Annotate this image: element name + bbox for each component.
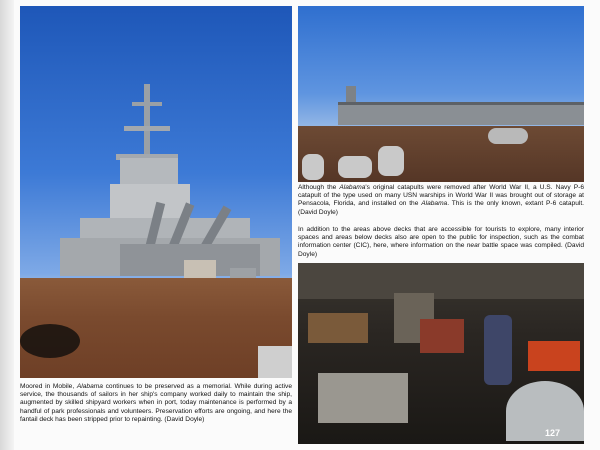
ship-name: Alabama xyxy=(339,184,366,191)
caption-text: . This is the only known, extant P-6 catapult. (David Doyle) xyxy=(298,200,584,216)
page-spine xyxy=(0,0,14,450)
hanging-jacket xyxy=(484,315,512,385)
ship-name: Alabama xyxy=(76,383,103,390)
caption-text: continues to be preserved as a memorial. While during active service, the thousands of sailors in her ship's company worked daily to maintain the ship, augmented by skilled shipyard workers when in port, today maintenance is performed by a handful of park professionals and volunteers. Preservation efforts are ongoing, and here the fantail deck has been stripped prior to repainting. (David Doyle) xyxy=(20,383,292,423)
catapult-photo xyxy=(298,6,584,182)
caption-text: Moored in Mobile, xyxy=(20,383,77,390)
caption-text: Although the xyxy=(298,184,340,191)
cic-caption xyxy=(298,226,584,259)
caption-text: battle space was compiled. (David Doyle) xyxy=(298,242,584,258)
plotting-table xyxy=(318,373,408,423)
cic-photo xyxy=(298,263,584,444)
p6-catapult xyxy=(338,102,584,125)
ceiling-panel xyxy=(298,263,584,299)
deck-fitting xyxy=(338,156,372,178)
status-board xyxy=(420,319,464,353)
caption-text: In addition to the areas above decks that are accessible for tourists to explore, many interior spaces and areas below decks also are open to the public for inspection, such as the combat information center (CIC), here, where information on the xyxy=(298,226,584,250)
deck-fitting xyxy=(488,128,528,144)
page-number: 127 xyxy=(545,428,561,438)
deck-shadow xyxy=(20,324,80,358)
memorial-caption xyxy=(20,383,292,424)
emphasis-text: near xyxy=(466,242,480,250)
deck-fitting xyxy=(378,146,404,176)
ship-name: Alabama xyxy=(421,200,448,208)
deck-fitting xyxy=(302,154,324,180)
caption-text: 's original catapults were removed after World War II, a U.S. Navy P-6 catapult of the type used on many USN warships in World War II was brought out of storage at Pensacola, Florida, and installed on the xyxy=(298,184,584,208)
red-equipment-box xyxy=(528,341,580,371)
catapult-caption xyxy=(298,184,584,217)
battleship-photo xyxy=(20,6,292,378)
plotting-board xyxy=(308,313,368,343)
deck-railing xyxy=(258,346,292,378)
